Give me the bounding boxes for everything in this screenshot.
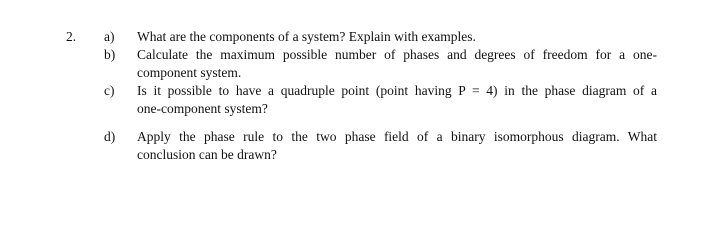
part-label: b) [104, 47, 116, 62]
part-text [137, 128, 657, 164]
part-text-line: component system. [137, 65, 242, 80]
part-text-line: What are the components of a system? Explain with examples. [137, 29, 476, 44]
part-text-line: conclusion can be drawn? [137, 147, 277, 162]
part-label: a) [104, 29, 115, 44]
part-text-line: one-component system? [137, 101, 268, 116]
part-label: c) [104, 83, 115, 98]
part-text-line: Apply the phase rule to the two phase field of a binary isomorphous diagram. What [137, 129, 657, 144]
part-text-line: Calculate the maximum possible number of phases and degrees of freedom for a one- [137, 47, 657, 62]
part-text [137, 46, 657, 82]
question-number: 2. [66, 29, 77, 44]
part-text [137, 82, 657, 118]
part-text [137, 28, 657, 46]
part-text-line: Is it possible to have a quadruple point (point having P = 4) in the phase diagram of a [137, 83, 657, 98]
part-label: d) [104, 129, 116, 144]
